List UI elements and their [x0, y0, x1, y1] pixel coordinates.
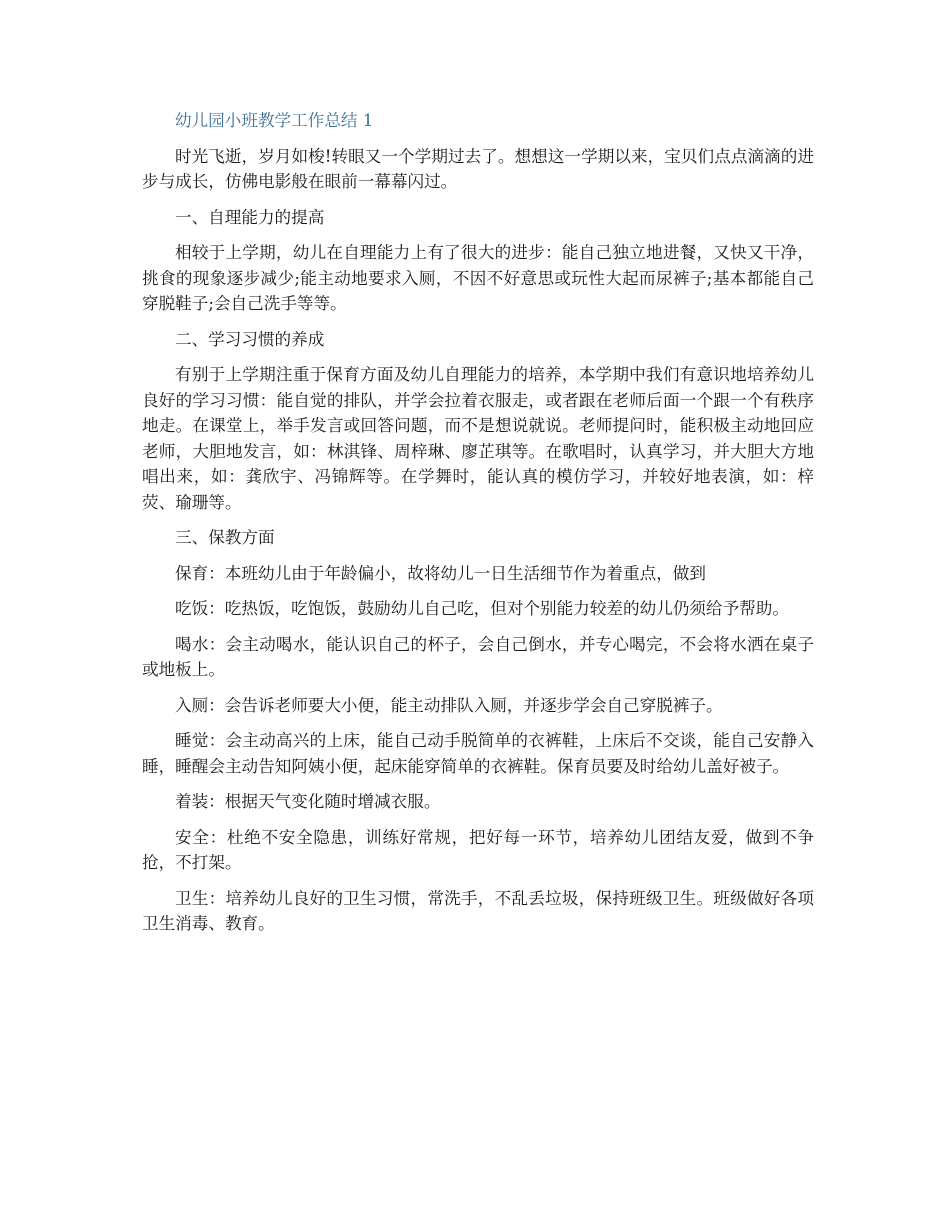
document-title: 幼儿园小班教学工作总结 1	[175, 111, 374, 130]
document-body	[142, 108, 814, 947]
paragraph-toilet: 入厕：会告诉老师要大小便，能主动排队入厕，并逐步学会自己穿脱裤子。	[175, 695, 723, 715]
paragraph-hygiene: 卫生：培养幼儿良好的卫生习惯，常洗手，不乱丢垃圾，保持班级卫生。班级做好各项卫生消毒、教育。	[142, 888, 814, 933]
section-heading-care-education: 三、保教方面	[175, 528, 275, 547]
paragraph-study-habits: 有别于上学期注重于保育方面及幼儿自理能力的培养，本学期中我们有意识地培养幼儿良好的学习习惯：能自觉的排队，并学会拉着衣服走，或者跟在老师后面一个跟一个有秩序地走。在课堂上，举手发言或回答问题，而不是想说就说。老师提问时，能积极主动地回应老师，大胆地发言，如：林淇锋、周梓琳、廖芷琪等。在歌唱时，认真学习，并大胆大方地唱出来，如：龚欣宇、冯锦辉等。在学舞时，能认真的模仿学习，并较好地表演，如：梓荧、瑜珊等。	[142, 365, 814, 512]
paragraph-self-care: 相较于上学期，幼儿在自理能力上有了很大的进步：能自己独立地进餐，又快又干净，挑食的现象逐步减少;能主动地要求入厕，不因不好意思或玩性大起而尿裤子;基本都能自己穿脱鞋子;会自己洗手等等。	[142, 243, 814, 313]
paragraph-drinking: 喝水：会主动喝水，能认识自己的杯子，会自己倒水，并专心喝完，不会将水洒在桌子或地板上。	[142, 634, 814, 679]
paragraph-dressing: 着装：根据天气变化随时增减衣服。	[175, 792, 441, 811]
paragraph-safety: 安全：杜绝不安全隐患，训练好常规，把好每一环节，培养幼儿团结友爱，做到不争抢，不打架。	[142, 827, 814, 872]
paragraph-eating: 吃饭：吃热饭，吃饱饭，鼓励幼儿自己吃，但对个别能力较差的幼儿仍须给予帮助。	[175, 599, 789, 618]
paragraph-care: 保育：本班幼儿由于年龄偏小，故将幼儿一日生活细节作为着重点，做到	[175, 563, 706, 583]
section-heading-study-habits: 二、学习习惯的养成	[175, 329, 325, 349]
paragraph-intro: 时光飞逝，岁月如梭!转眼又一个学期过去了。想想这一学期以来，宝贝们点点滴滴的进步与成长，仿佛电影般在眼前一幕幕闪过。	[142, 146, 814, 191]
paragraph-sleeping: 睡觉：会主动高兴的上床，能自己动手脱简单的衣裤鞋，上床后不交谈，能自己安静入睡，睡醒会主动告知阿姨小便，起床能穿简单的衣裤鞋。保育员要及时给幼儿盖好被子。	[142, 731, 814, 776]
section-heading-self-care: 一、自理能力的提高	[175, 207, 325, 227]
